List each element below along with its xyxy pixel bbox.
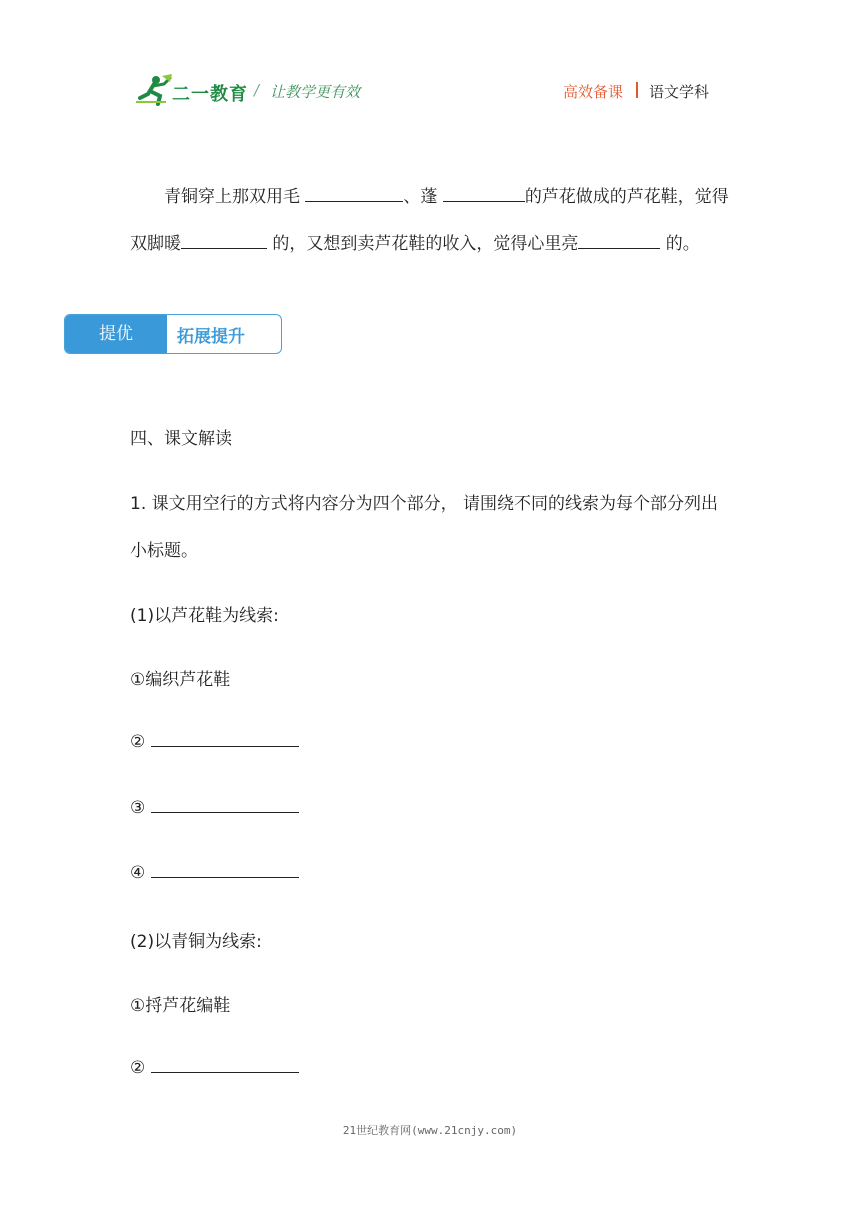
section-heading: 四、课文解读 <box>130 429 232 449</box>
answer-blank[interactable] <box>305 186 403 202</box>
part-1-title: (1)以芦花鞋为线索: <box>130 606 279 626</box>
part-1-item: ①编织芦花鞋 <box>130 670 231 690</box>
item-number: ④ <box>130 863 151 883</box>
answer-blank[interactable] <box>151 1057 299 1073</box>
answer-blank[interactable] <box>181 233 267 249</box>
answer-blank[interactable] <box>443 186 525 202</box>
answer-blank[interactable] <box>151 862 299 878</box>
passage-text: 的。 <box>660 234 700 254</box>
item-number: ② <box>130 1058 151 1078</box>
tag-title: 拓展提升 <box>177 327 245 347</box>
passage-text: 青铜穿上那双用毛 <box>164 187 306 207</box>
header-category: 高效备课 <box>563 83 624 101</box>
passage-line-1 <box>164 182 729 207</box>
part-2-title: (2)以青铜为线索: <box>130 932 262 952</box>
header-subject: 语文学科 <box>649 83 710 101</box>
question-line-2: 小标题。 <box>130 541 198 561</box>
footer-source: 21世纪教育网(www.21cnjy.com) <box>342 1124 518 1137</box>
part-1-item <box>130 731 299 752</box>
section-tag <box>64 314 282 354</box>
tag-level: 提优 <box>65 315 167 354</box>
header-slash: / <box>254 81 260 99</box>
passage-line-2 <box>130 229 700 254</box>
header-divider <box>636 82 638 98</box>
brand-name: 二一教育 <box>172 84 248 105</box>
question-line-1: 1. 课文用空行的方式将内容分为四个部分， 请围绕不同的线索为每个部分列出 <box>130 494 719 514</box>
item-number: ③ <box>130 798 151 818</box>
slogan: 让教学更有效 <box>270 83 361 101</box>
item-number: ② <box>130 732 151 752</box>
passage-text: 的，又想到卖芦花鞋的收入，觉得心里亮 <box>267 234 579 254</box>
part-1-item <box>130 862 299 883</box>
answer-blank[interactable] <box>151 797 299 813</box>
passage-text: 双脚暖 <box>130 234 181 254</box>
answer-blank[interactable] <box>578 233 660 249</box>
passage-text: 、蓬 <box>403 187 443 207</box>
answer-blank[interactable] <box>151 731 299 747</box>
part-1-item <box>130 797 299 818</box>
part-2-item: ①捋芦花编鞋 <box>130 996 231 1016</box>
part-2-item <box>130 1057 299 1078</box>
passage-text: 的芦花做成的芦花鞋，觉得 <box>524 187 729 207</box>
